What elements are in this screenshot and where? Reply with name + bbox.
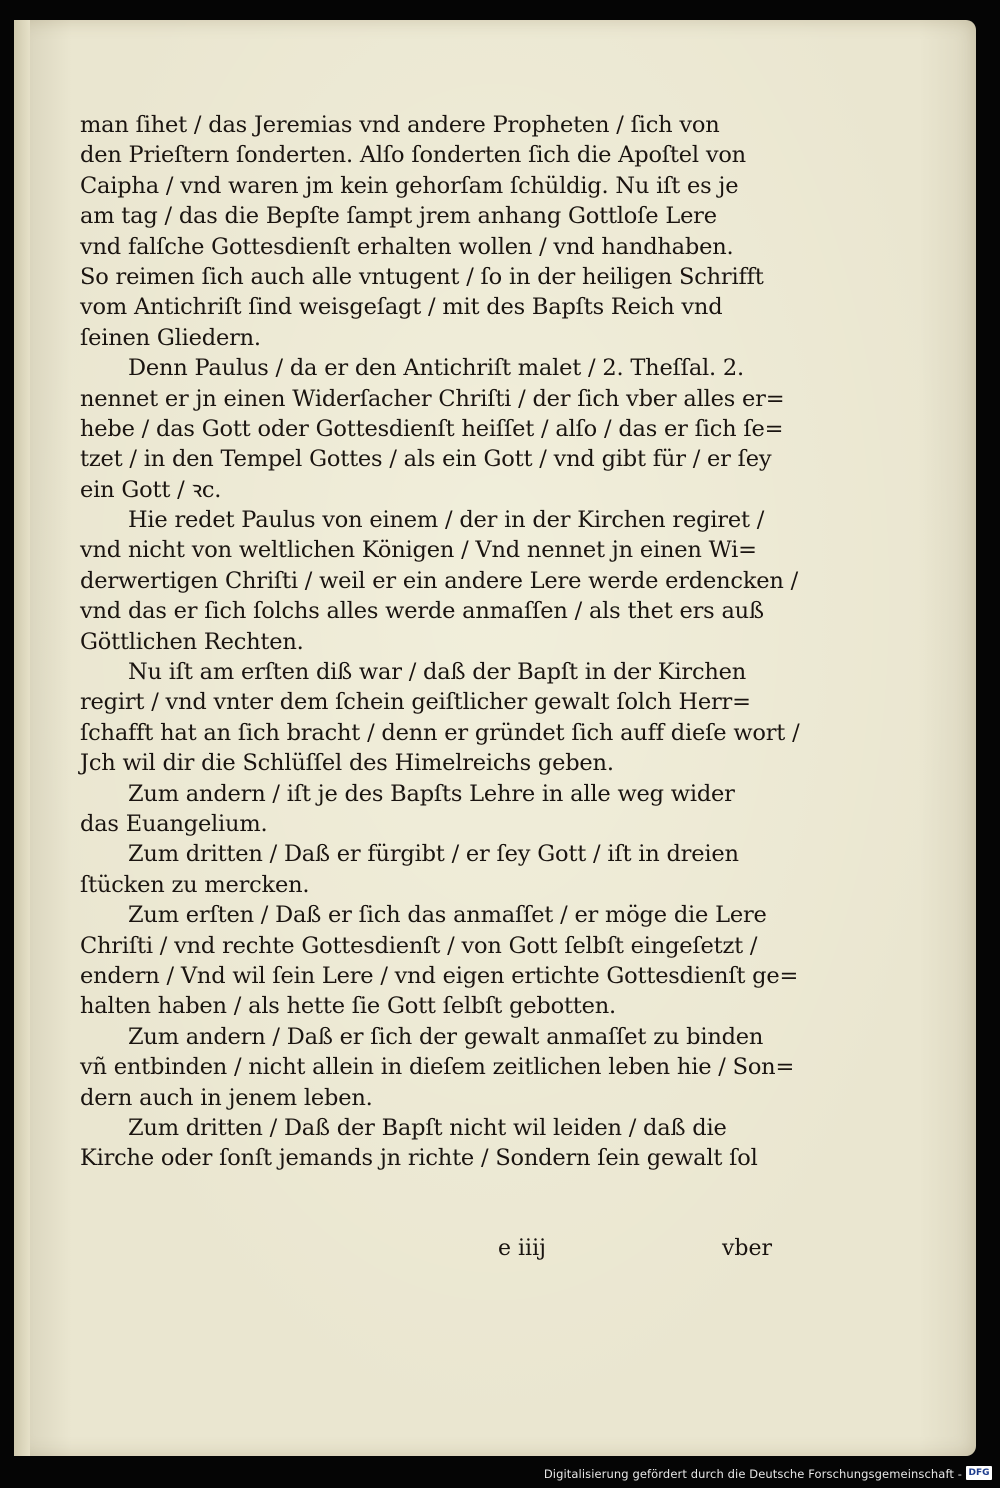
text-line: derwertigen Chriſti / weil er ein andere Lere werde erdencken / bbox=[80, 567, 798, 594]
funding-credit: Digitalisierung gefördert durch die Deutsche Forschungsgemeinschaft - bbox=[543, 1467, 962, 1481]
text-line: vñ entbinden / nicht allein in dieſem zeitlichen leben hie / Son= bbox=[80, 1054, 795, 1081]
page-text-block bbox=[80, 110, 800, 1174]
text-line: am tag / das die Bepſte ſampt jrem anhang Gottloſe Lere bbox=[80, 203, 717, 230]
paragraph-start-line: Zum erſten / Daß er ſich das anmaſſet / er möge die Lere bbox=[128, 902, 767, 929]
text-line: ſtücken zu mercken. bbox=[80, 871, 310, 898]
text-line: vnd das er ſich ſolchs alles werde anmaſſen / als thet ers auß bbox=[80, 598, 764, 625]
paragraph-start-line: Hie redet Paulus von einem / der in der Kirchen regiret / bbox=[128, 507, 765, 534]
text-line: man ſihet / das Jeremias vnd andere Propheten / ſich von bbox=[80, 112, 720, 138]
dfg-logo: DFG bbox=[966, 1466, 992, 1480]
text-line: Caipha / vnd waren jm kein gehorſam ſchüldig. Nu iſt es je bbox=[80, 172, 739, 199]
paragraph-start-line: Zum andern / Daß er ſich der gewalt anmaſſet zu binden bbox=[128, 1023, 764, 1050]
text-line: nennet er jn einen Widerſacher Chriſti / der ſich vber alles er= bbox=[80, 385, 785, 412]
text-line: das Euangelium. bbox=[80, 810, 268, 837]
text-line: So reimen ſich auch alle vntugent / ſo in der heiligen Schrifft bbox=[80, 263, 764, 290]
text-line: tzet / in den Tempel Gottes / als ein Gott / vnd gibt für / er ſey bbox=[80, 446, 772, 473]
text-line: regirt / vnd vnter dem ſchein geiſtlicher gewalt ſolch Herr= bbox=[80, 689, 751, 716]
text-line: den Prieſtern ſonderten. Alſo ſonderten ſich die Apoſtel von bbox=[80, 142, 746, 169]
paragraph-start-line: Zum dritten / Daß er fürgibt / er ſey Gott / iſt in dreien bbox=[128, 841, 739, 868]
paragraph-start-line: Zum dritten / Daß der Bapſt nicht wil leiden / daß die bbox=[128, 1114, 727, 1141]
text-line: Chriſti / vnd rechte Gottesdienſt / von Gott ſelbſt eingeſetzt / bbox=[80, 932, 758, 959]
text-line: Göttlichen Rechten. bbox=[80, 628, 304, 655]
text-line: dern auch in jenem leben. bbox=[80, 1084, 373, 1111]
text-line: halten haben / als hette ſie Gott ſelbſt gebotten. bbox=[80, 993, 616, 1020]
signature-mark: e iiij bbox=[498, 1236, 546, 1261]
paragraph-start-line: Denn Paulus / da er den Antichriſt malet / 2. Theſſal. 2. bbox=[128, 355, 744, 382]
text-line: endern / Vnd wil ſein Lere / vnd eigen ertichte Gottesdienſt ge= bbox=[80, 962, 799, 989]
text-line: hebe / das Gott oder Gottesdienſt heiſſet / alſo / das er ſich ſe= bbox=[80, 415, 784, 442]
text-line: ſeinen Gliedern. bbox=[80, 324, 261, 351]
text-line: Jch wil dir die Schlüſſel des Himelreichs geben. bbox=[80, 750, 614, 777]
text-line: vnd nicht von weltlichen Königen / Vnd nennet jn einen Wi= bbox=[80, 537, 757, 564]
text-line: Kirche oder ſonſt jemands jn richte / Sondern ſein gewalt ſol bbox=[80, 1145, 758, 1172]
catchword: vber bbox=[721, 1236, 772, 1261]
text-line: ein Gott / ꝛc. bbox=[80, 476, 222, 503]
paragraph-start-line: Nu iſt am erſten diß war / daß der Bapſt in der Kirchen bbox=[128, 659, 747, 686]
text-line: ſchafft hat an ſich bracht / denn er gründet ſich auff dieſe wort / bbox=[80, 719, 800, 746]
text-line: vnd falſche Gottesdienſt erhalten wollen / vnd handhaben. bbox=[80, 233, 734, 260]
page-gutter-shadow bbox=[14, 20, 30, 1456]
text-line: vom Antichriſt ſind weisgeſagt / mit des Bapſts Reich vnd bbox=[80, 294, 723, 321]
paragraph-start-line: Zum andern / iſt je des Bapſts Lehre in alle weg wider bbox=[128, 780, 735, 807]
